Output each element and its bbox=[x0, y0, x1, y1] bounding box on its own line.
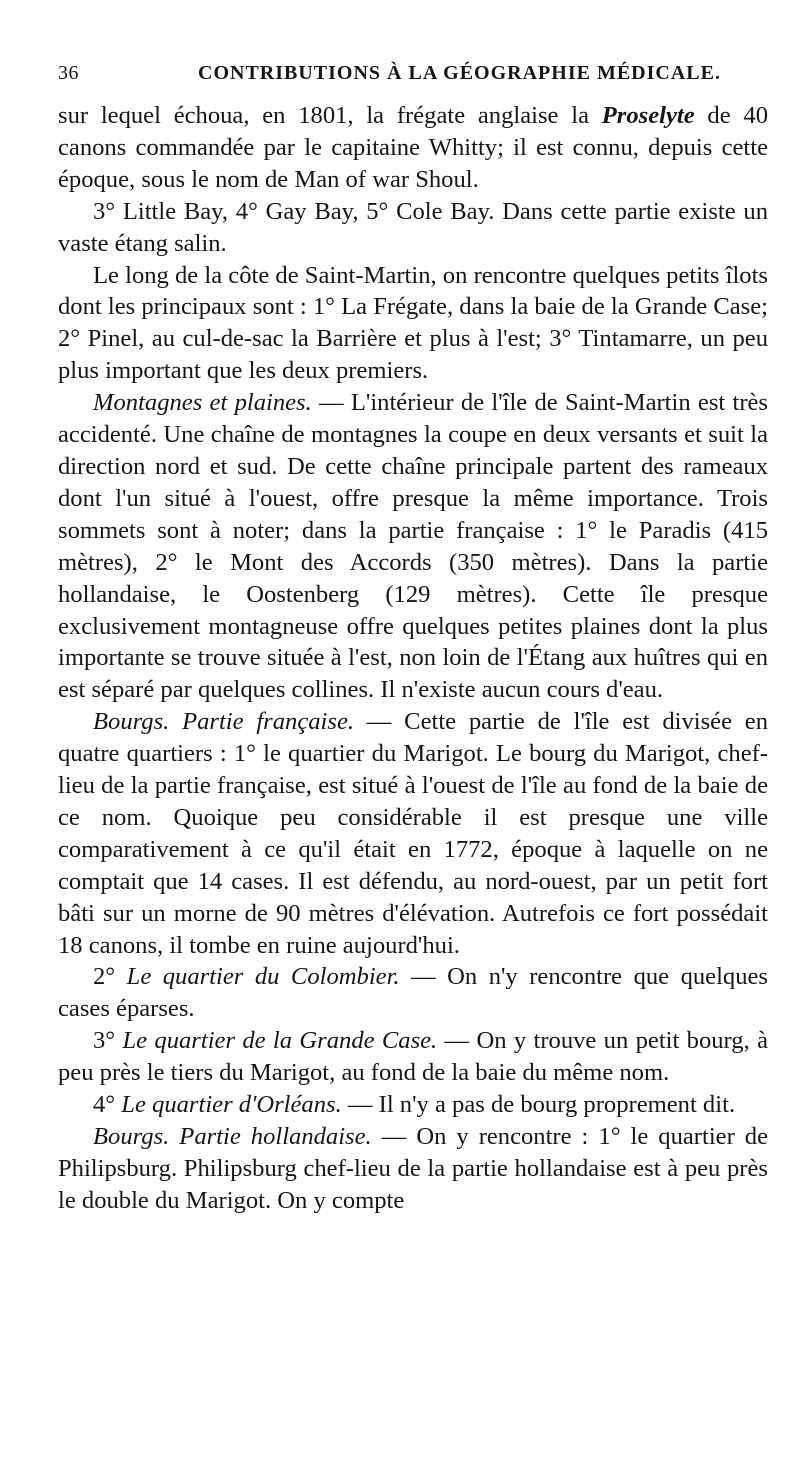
paragraph-p1 bbox=[58, 100, 768, 196]
ship-name: Proselyte bbox=[601, 102, 695, 129]
paragraph-p6 bbox=[58, 961, 768, 1025]
paragraph-p8 bbox=[58, 1089, 768, 1121]
paragraph-p4 bbox=[58, 387, 768, 706]
body-text bbox=[58, 100, 768, 1217]
paragraph-p9 bbox=[58, 1121, 768, 1217]
italic-heading: Le quartier d'Orléans. bbox=[121, 1091, 342, 1119]
document-page bbox=[58, 62, 768, 1217]
paragraph-p5 bbox=[58, 706, 768, 961]
text-segment: — Il n'y a pas de bourg proprement dit. bbox=[341, 1091, 736, 1119]
page-header bbox=[58, 62, 768, 92]
italic-heading: Bourgs. Partie française. bbox=[93, 708, 355, 736]
italic-heading: Montagnes et plaines. bbox=[93, 389, 312, 417]
italic-heading: Le quartier de la Grande Case. bbox=[122, 1027, 438, 1055]
text-segment: — L'intérieur de l'île de Saint-Martin est très accidenté. Une chaîne de montagnes la coupe en deux versants et suit la direction nord et sud. De cette chaîne principale partent des rameaux dont l'un situé à l'ouest, offre presque la même importance. Trois sommets sont à noter; dans la partie française : 1° le Paradis (415 mètres), 2° le Mont des Accords (350 mètres). Dans la partie hollandaise, le Oostenberg (129 mètres). Cette île presque exclusivement montagneuse offre quelques petites plaines dont la plus importante se trouve située à l'est, non loin de l'Étang aux huîtres qui en est séparé par quelques collines. Il n'existe aucun cours d'eau. bbox=[58, 389, 769, 704]
running-title: CONTRIBUTIONS À LA GÉOGRAPHIE MÉDICALE. bbox=[198, 62, 721, 84]
text-segment: 3° bbox=[93, 1027, 123, 1055]
text-segment: — Cette partie de l'île est divisée en quatre quartiers : 1° le quartier du Marigot. Le bourg du Marigot, chef-lieu de la partie française, est situé à l'ouest de l'île au fond de la baie de ce nom. Quoique peu considérable il est presque une ville comparativement à ce qu'il était en 1772, époque à laquelle on ne comptait que 14 cases. Il est défendu, au nord-ouest, par un petit fort bâti sur un morne de 90 mètres d'élévation. Autrefois ce fort possédait 18 canons, il tombe en ruine aujourd'hui. bbox=[58, 708, 768, 959]
text-segment: 2° bbox=[93, 963, 127, 991]
text-segment: — On y trouve un petit bourg, à peu près le tiers du Marigot, au fond de la baie du même nom. bbox=[58, 1027, 768, 1087]
italic-heading: Le quartier du Colombier. bbox=[126, 963, 400, 991]
text-segment: 4° bbox=[93, 1091, 122, 1119]
text-segment: de 40 canons commandée par le capitaine Whitty; il est connu, depuis cette époque, sous le nom de Man of war Shoul. bbox=[58, 102, 769, 193]
text-segment: — On n'y rencontre que quelques cases éparses. bbox=[58, 963, 768, 1023]
text-segment: 3° Little Bay, 4° Gay Bay, 5° Cole Bay. Dans cette partie existe un vaste étang salin. bbox=[58, 197, 768, 257]
text-segment: — On y rencontre : 1° le quartier de Philipsburg. Philipsburg chef-lieu de la partie hollandaise est à peu près le double du Marigot. On y compte bbox=[58, 1123, 768, 1214]
paragraph-p2 bbox=[58, 196, 768, 260]
paragraph-p3 bbox=[58, 260, 768, 388]
text-segment: Le long de la côte de Saint-Martin, on rencontre quelques petits îlots dont les principaux sont : 1° La Frégate, dans la baie de la Grande Case; 2° Pinel, au cul-de-sac la Barrière et plus à l'est; 3° Tintamarre, un peu plus important que les deux premiers. bbox=[58, 261, 768, 385]
text-segment: sur lequel échoua, en 1801, la frégate anglaise la bbox=[58, 102, 602, 129]
page-number: 36 bbox=[58, 62, 79, 84]
italic-heading: Bourgs. Partie hollandaise. bbox=[93, 1123, 372, 1150]
paragraph-p7 bbox=[58, 1025, 768, 1089]
